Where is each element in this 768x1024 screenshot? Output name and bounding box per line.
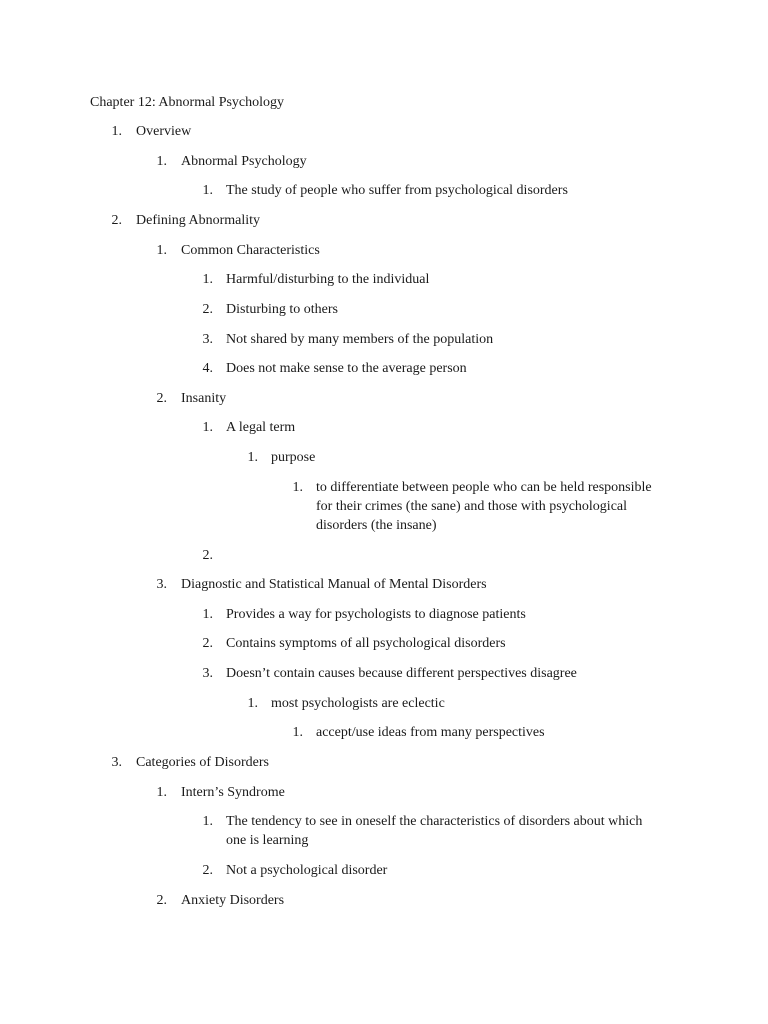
item-text: Provides a way for psychologists to diagnose patients bbox=[226, 607, 526, 622]
item-number: 2. bbox=[202, 302, 213, 317]
item-text: Disturbing to others bbox=[226, 302, 338, 317]
item-text: Diagnostic and Statistical Manual of Mental Disorders bbox=[181, 577, 487, 592]
item-number: 1. bbox=[202, 420, 213, 435]
item-text: A legal term bbox=[226, 420, 296, 435]
item-number: 3. bbox=[111, 755, 122, 770]
item-text: Common Characteristics bbox=[181, 243, 320, 258]
item-text: Not a psychological disorder bbox=[226, 863, 388, 878]
item-number: 1. bbox=[111, 124, 122, 139]
item-number: 1. bbox=[202, 272, 213, 287]
item-text: Categories of Disorders bbox=[136, 755, 269, 770]
item-number: 1. bbox=[202, 183, 213, 198]
item-number: 1. bbox=[156, 154, 167, 169]
item-text: Insanity bbox=[181, 391, 227, 406]
item-number: 1. bbox=[202, 607, 213, 622]
item-number: 3. bbox=[202, 332, 213, 347]
item-text: accept/use ideas from many perspectives bbox=[316, 725, 545, 740]
item-text: Defining Abnormality bbox=[136, 213, 261, 228]
item-text: Intern’s Syndrome bbox=[181, 785, 285, 800]
item-number: 2. bbox=[202, 548, 213, 563]
outline-item-level3 bbox=[0, 812, 768, 852]
item-text-line-1: The tendency to see in oneself the characteristics of disorders about which bbox=[226, 814, 643, 829]
item-number: 1. bbox=[247, 450, 258, 465]
item-text: Does not make sense to the average person bbox=[226, 361, 467, 376]
item-text-line-1: to differentiate between people who can be held responsible bbox=[316, 480, 652, 495]
item-number: 1. bbox=[247, 696, 258, 711]
item-number: 1. bbox=[156, 785, 167, 800]
outline-item-level5 bbox=[0, 478, 768, 538]
item-number: 2. bbox=[202, 863, 213, 878]
item-text-line-2: for their crimes (the sane) and those with psychological bbox=[316, 499, 628, 514]
document-title: Chapter 12: Abnormal Psychology bbox=[90, 95, 285, 110]
item-text-line-3: disorders (the insane) bbox=[316, 518, 437, 533]
item-number: 3. bbox=[156, 577, 167, 592]
item-text: most psychologists are eclectic bbox=[271, 696, 445, 711]
item-number: 2. bbox=[156, 893, 167, 908]
item-text: The study of people who suffer from psychological disorders bbox=[226, 183, 568, 198]
item-text: purpose bbox=[271, 450, 316, 465]
item-number: 1. bbox=[292, 480, 303, 495]
item-number: 1. bbox=[156, 243, 167, 258]
item-text-line-2: one is learning bbox=[226, 833, 309, 848]
item-text: Overview bbox=[136, 124, 192, 139]
item-text: Abnormal Psychology bbox=[181, 154, 307, 169]
item-number: 2. bbox=[156, 391, 167, 406]
item-text: Not shared by many members of the population bbox=[226, 332, 494, 347]
item-number: 1. bbox=[292, 725, 303, 740]
item-text: Anxiety Disorders bbox=[181, 893, 285, 908]
item-number: 4. bbox=[202, 361, 213, 376]
item-number: 2. bbox=[202, 636, 213, 651]
item-number: 1. bbox=[202, 814, 213, 829]
item-number: 2. bbox=[111, 213, 122, 228]
item-text: Harmful/disturbing to the individual bbox=[226, 272, 430, 287]
item-text: Contains symptoms of all psychological disorders bbox=[226, 636, 506, 651]
item-text: Doesn’t contain causes because different perspectives disagree bbox=[226, 666, 577, 681]
item-number: 3. bbox=[202, 666, 213, 681]
